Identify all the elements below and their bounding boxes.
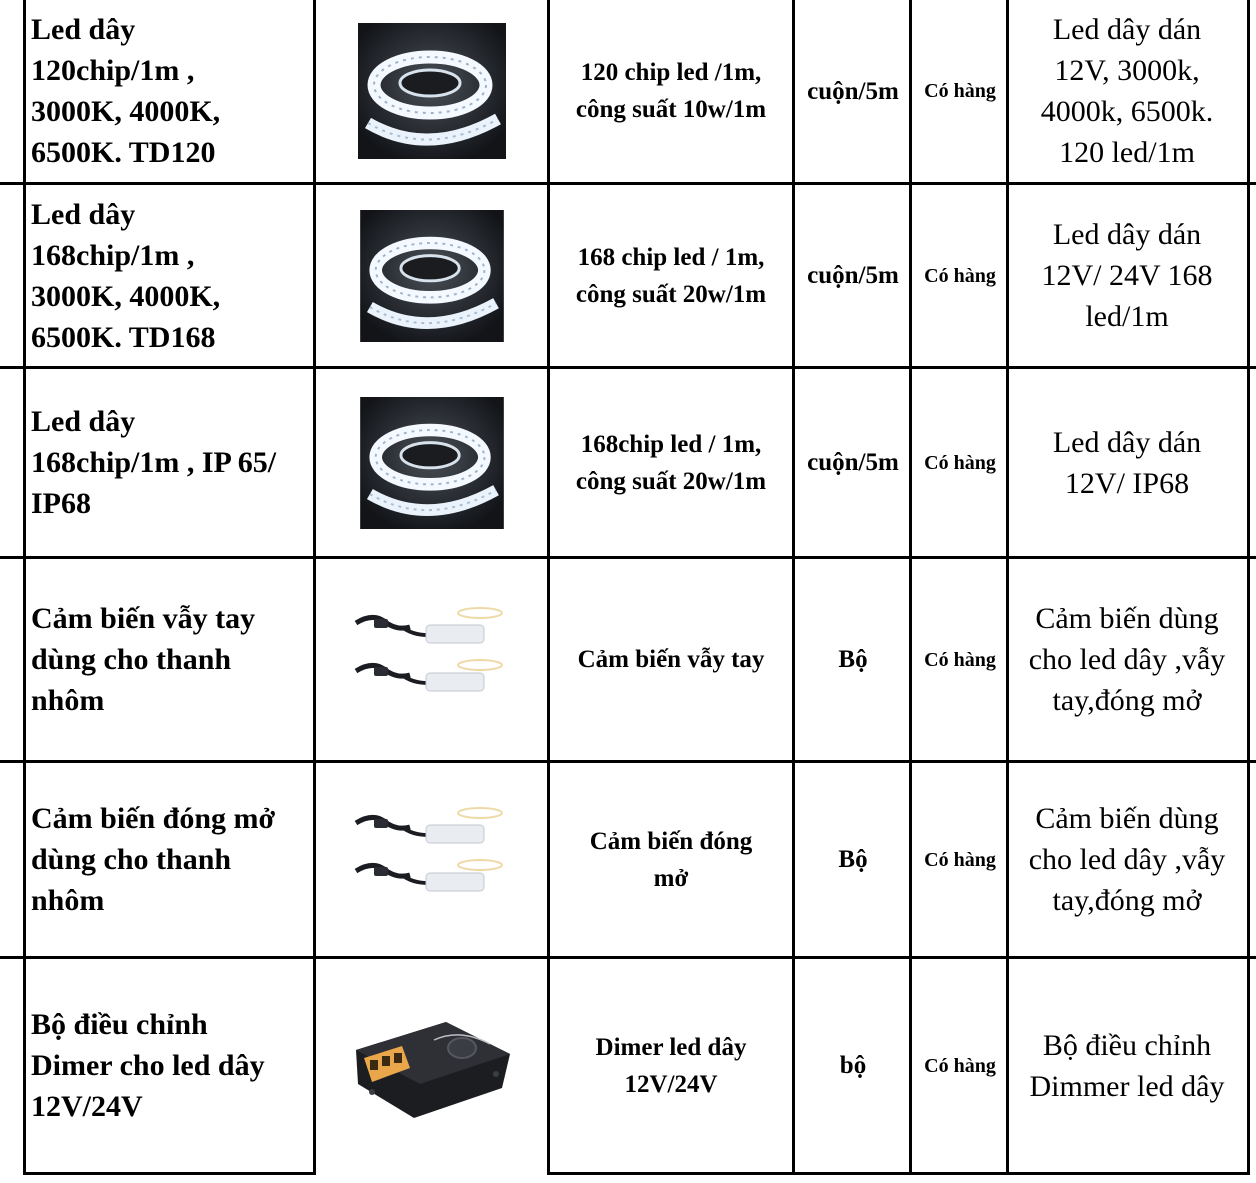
stock-status: Có hàng — [924, 264, 996, 287]
product-name: Cảm biến vẫy tay dùng cho thanh nhôm — [31, 602, 256, 717]
table-row — [0, 559, 1256, 760]
product-name-cell — [28, 185, 314, 366]
description-cell — [1011, 0, 1243, 182]
stock-status: Có hàng — [924, 451, 996, 474]
spec-cell — [551, 763, 791, 956]
stock-status: Có hàng — [924, 648, 996, 671]
product-image-cell — [318, 185, 546, 366]
unit-cell — [797, 185, 909, 366]
spec-cell — [551, 959, 791, 1172]
door-sensor-icon — [352, 805, 512, 915]
product-name: Bộ điều chỉnh Dimer cho led dây 12V/24V — [31, 1008, 265, 1123]
product-unit: cuộn/5m — [807, 262, 899, 289]
product-name-cell — [28, 959, 314, 1172]
spec-cell — [551, 559, 791, 760]
stock-cell — [914, 0, 1006, 182]
product-description: Led dây dán 12V/ 24V 168 led/1m — [1041, 218, 1213, 333]
product-spec: 120 chip led /1m, công suất 10w/1m — [575, 59, 767, 123]
spec-cell — [551, 0, 791, 182]
product-unit: Bộ — [838, 646, 868, 673]
product-name: Cảm biến đóng mở dùng cho thanh nhôm — [31, 802, 276, 917]
product-unit: cuộn/5m — [807, 77, 899, 105]
product-unit: cuộn/5m — [807, 449, 899, 476]
description-cell — [1011, 559, 1243, 760]
product-unit: bộ — [839, 1052, 867, 1079]
spec-cell — [551, 369, 791, 556]
row-border — [547, 1172, 1249, 1175]
product-image-cell — [318, 0, 546, 182]
description-cell — [1011, 185, 1243, 366]
product-description: Led dây dán 12V/ IP68 — [1052, 425, 1202, 500]
unit-cell — [797, 0, 909, 182]
hand-wave-sensor-icon — [352, 605, 512, 715]
table-row — [0, 763, 1256, 956]
stock-cell — [914, 559, 1006, 760]
description-cell — [1011, 369, 1243, 556]
product-name-cell — [28, 763, 314, 956]
stock-status: Có hàng — [924, 1054, 996, 1077]
product-image-cell — [318, 559, 546, 760]
product-spec: 168 chip led / 1m, công suất 20w/1m — [575, 243, 767, 308]
product-name: Led dây 168chip/1m , IP 65/ IP68 — [31, 405, 277, 520]
unit-cell — [797, 369, 909, 556]
product-description: Bộ điều chỉnh Dimmer led dây — [1029, 1028, 1225, 1103]
unit-cell — [797, 559, 909, 760]
product-image-cell — [318, 959, 546, 1172]
stock-cell — [914, 959, 1006, 1172]
product-description: Cảm biến dùng cho led dây ,vẫy tay,đóng mở — [1028, 602, 1226, 717]
product-name-cell — [28, 559, 314, 760]
product-description: Cảm biến dùng cho led dây ,vẫy tay,đóng mở — [1028, 802, 1226, 917]
description-cell — [1011, 763, 1243, 956]
stock-cell — [914, 763, 1006, 956]
table-row — [0, 0, 1256, 182]
product-description: Led dây dán 12V, 3000k, 4000k, 6500k. 120 led/1m — [1040, 13, 1214, 169]
stock-status: Có hàng — [924, 848, 996, 871]
product-image-cell — [318, 369, 546, 556]
unit-cell — [797, 959, 909, 1172]
product-spec: 168chip led / 1m, công suất 20w/1m — [575, 430, 767, 495]
product-image-cell — [318, 763, 546, 956]
row-border — [23, 1172, 316, 1175]
led-strip-reel-icon — [360, 397, 504, 529]
product-name: Led dây 168chip/1m , 3000K, 4000K, 6500K. TD168 — [31, 197, 221, 354]
led-strip-reel-icon — [358, 23, 506, 159]
led-strip-reel-icon — [360, 210, 504, 342]
unit-cell — [797, 763, 909, 956]
product-name-cell — [28, 0, 314, 182]
product-spec: Cảm biến đóng mở — [589, 827, 753, 892]
table-row — [0, 185, 1256, 366]
product-name-cell — [28, 369, 314, 556]
product-unit: Bộ — [838, 846, 868, 873]
dimmer-controller-icon — [350, 1010, 514, 1122]
spec-cell — [551, 185, 791, 366]
product-spec: Cảm biến vẫy tay — [577, 646, 765, 673]
table-row — [0, 959, 1256, 1172]
product-name: Led dây 120chip/1m , 3000K, 4000K, 6500K. TD120 — [31, 13, 221, 169]
description-cell — [1011, 959, 1243, 1172]
stock-cell — [914, 369, 1006, 556]
table-row — [0, 369, 1256, 556]
stock-cell — [914, 185, 1006, 366]
product-spec: Dimer led dây 12V/24V — [595, 1033, 747, 1098]
stock-status: Có hàng — [924, 80, 996, 102]
